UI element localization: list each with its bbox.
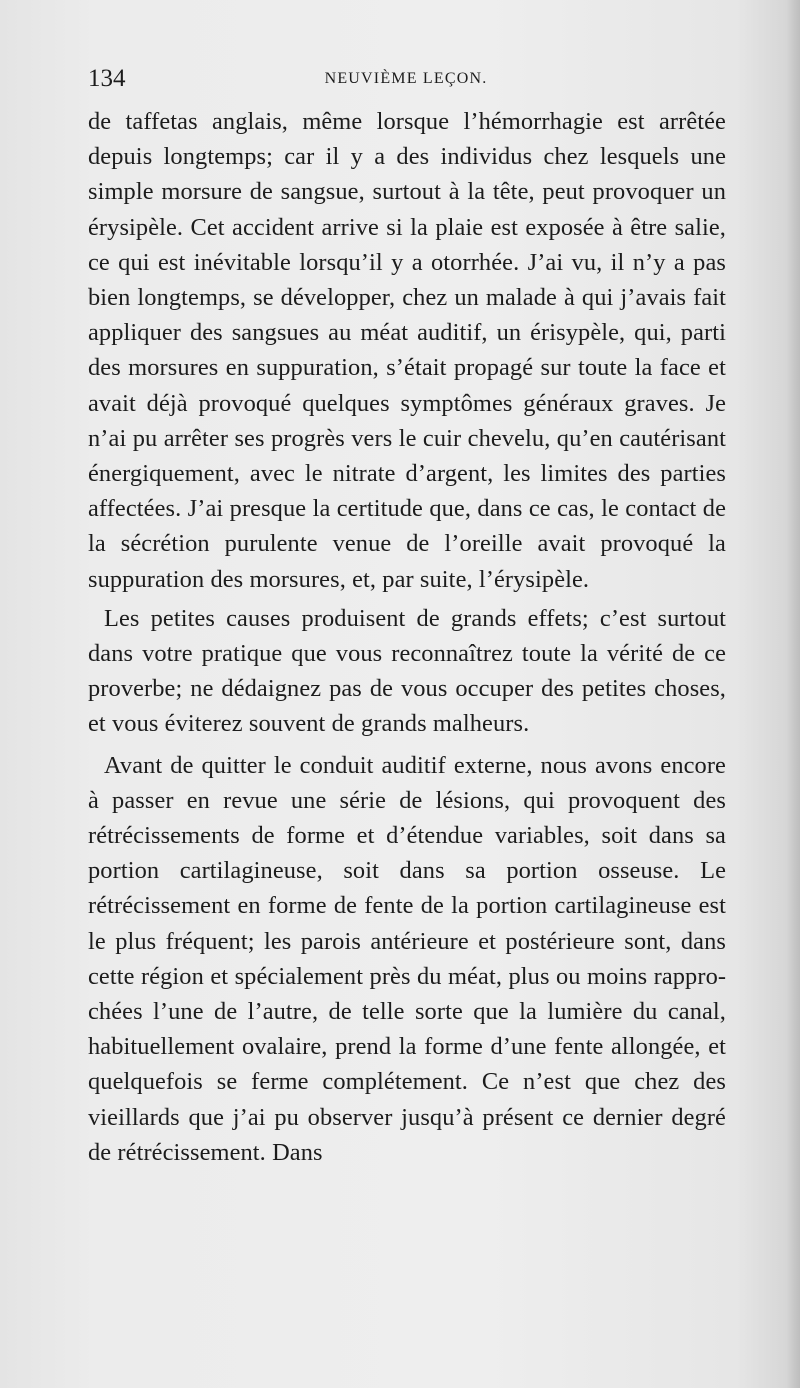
paragraph-continued: de taffetas anglais, même lorsque l’hémorrhagie est arrêtée depuis longtemps; car il y a des individus chez lesquels une simple morsure de sangsue, surtout à la tête, peut provoquer un érysipèle. Cet accident arrive si la plaie est exposée à être salie, ce qui est inévitable lorsqu’il y a otorrhée. J’ai vu, il n’y a pas bien longtemps, se développer, chez un malade à qui j’avais fait appliquer des sangsues au méat auditif, un érisypèle, qui, parti des morsures en suppuration, s’était propagé sur toute la face et avait déjà provoqué quelques symptômes généraux graves. Je n’ai pu arrêter ses progrès vers le cuir chevelu, qu’en cautérisant énergiquement, avec le nitrate d’argent, les limites des parties affectées. J’ai presque la certitude que, dans ce cas, le contact de la sécrétion purulente venue de l’oreille avait provoqué la suppuration des morsures, et, par suite, l’érysipèle. [88, 108, 726, 593]
running-head [88, 62, 724, 96]
paragraph-petites-causes: Les petites causes produisent de grands effets; c’est surtout dans votre pratique que vous reconnaîtrez toute la vérité de ce proverbe; ne dédaignez pas de vous occuper des petites choses, et vous éviterez souvent de grands malheurs. [88, 604, 726, 738]
page-number: 134 [88, 65, 126, 92]
running-title: NEUVIÈME LEÇON. [324, 70, 488, 87]
page-edge-shadow [786, 0, 800, 1388]
body-text [88, 104, 726, 1170]
paragraph-retrecissements: Avant de quitter le conduit auditif externe, nous avons encore à passer en revue une série de lésions, qui provoquent des rétrécissements de forme et d’étendue variables, soit dans sa portion cartilagineuse, soit dans sa portion osseuse. Le rétrécissement en forme de fente de la portion cartilagineuse est le plus fréquent; les parois antérieure et postérieure sont, dans cette région et spécialement près du méat, plus ou moins rapprochées l’une de l’autre, de telle sorte que la lumière du canal, habituellement ovalaire, prend la forme d’une fente allongée, et quelquefois se ferme complétement. Ce n’est que chez des vieillards que j’ai pu observer jusqu’à présent ce dernier degré de rétrécissement. Dans [88, 751, 726, 1166]
